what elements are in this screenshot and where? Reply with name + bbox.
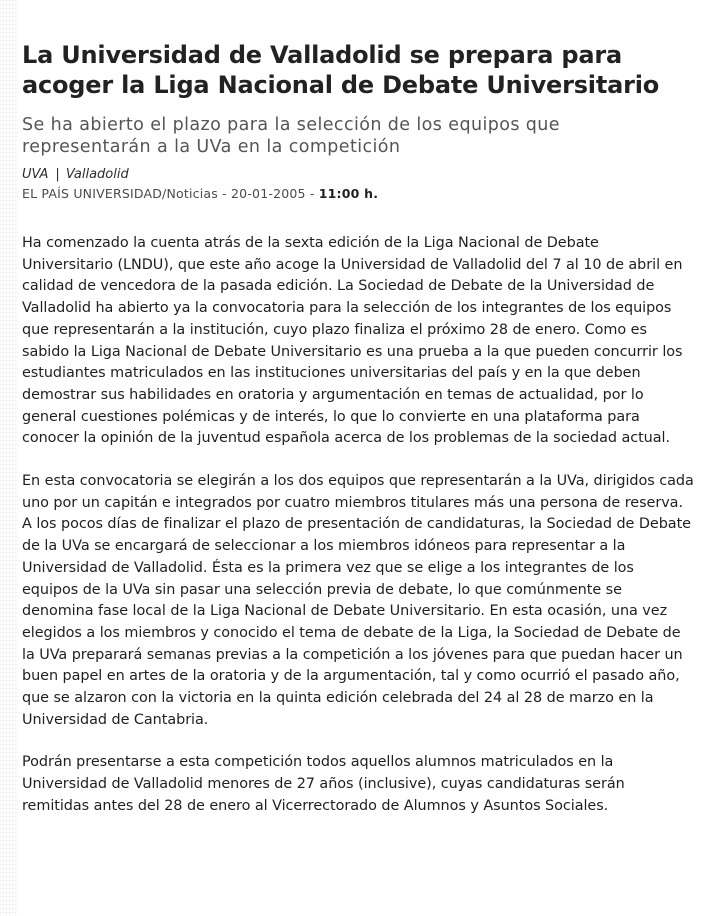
byline-separator: | [55, 167, 60, 182]
dateline-separator-2: - [309, 186, 319, 201]
article-paragraph-1: Ha comenzado la cuenta atrás de la sexta edición de la Liga Nacional de Debate Universitario (LNDU), que este año acoge la Universidad de Valladolid del 7 al 10 de abril en calidad de vencedora de la pasada edición. La Sociedad de Debate de la Universidad de Valladolid ha abierto ya la convocatoria para la selección de los integrantes de los equipos que representarán a la institución, cuyo plazo finaliza el próximo 28 de enero. Como es sabido la Liga Nacional de Debate Universitario es una prueba a la que pueden concurrir los estudiantes matriculados en las instituciones universitarias del país y en la que deben demostrar sus habilidades en oratoria y argumentación en temas de actualidad, por lo general cuestiones polémicas y de interés, lo que lo convierte en una plataforma para conocer la opinión de la juventud española acerca de los problemas de la sociedad actual. [22, 235, 683, 447]
article-headline: La Universidad de Valladolid se prepara para acoger la Liga Nacional de Debate Universitario [22, 41, 660, 99]
dateline-separator-1: - [222, 186, 232, 201]
dateline-time: 11:00 h. [318, 186, 379, 201]
dateline-date: 20-01-2005 [231, 186, 306, 201]
article-dateline [22, 185, 694, 202]
news-article [22, 40, 694, 818]
article-paragraph-2: En esta convocatoria se elegirán a los dos equipos que representarán a la UVa, dirigidos cada uno por un capitán e integrados por cuatro miembros titulares más una persona de reserva. A los pocos días de finalizar el plazo de presentación de candidaturas, la Sociedad de Debate de la UVa se encargará de seleccionar a los miembros idóneos para representar a la Universidad de Valladolid. Ésta es la primera vez que se elige a los integrantes de los equipos de la UVa sin pasar una selección previa de debate, lo que comúnmente se denomina fase local de la Liga Nacional de Debate Universitario. En esta ocasión, una vez elegidos a los miembros y conocido el tema de debate de la Liga, la Sociedad de Debate de la UVa preparará semanas previas a la competición a los jóvenes para que puedan hacer un buen papel en artes de la oratoria y de la argumentación, tal y como ocurrió el pasado año, que se alzaron con la victoria en la quinta edición celebrada del 24 al 28 de marzo en la Universidad de Cantabria. [22, 473, 694, 728]
byline-source: UVA [22, 167, 49, 182]
article-subheadline: Se ha abierto el plazo para la selección de los equipos que representarán a la UVa en la competición [22, 115, 560, 157]
byline-location: Valladolid [65, 167, 129, 182]
article-paragraph-3: Podrán presentarse a esta competición todos aquellos alumnos matriculados en la Universidad de Valladolid menores de 27 años (inclusive), cuyas candidaturas serán remitidas antes del 28 de enero al Vicerrectorado de Alumnos y Asuntos Sociales. [22, 754, 625, 814]
article-byline [22, 166, 694, 183]
dateline-section: EL PAÍS UNIVERSIDAD/Noticias [22, 186, 218, 201]
scan-left-edge [0, 0, 18, 916]
